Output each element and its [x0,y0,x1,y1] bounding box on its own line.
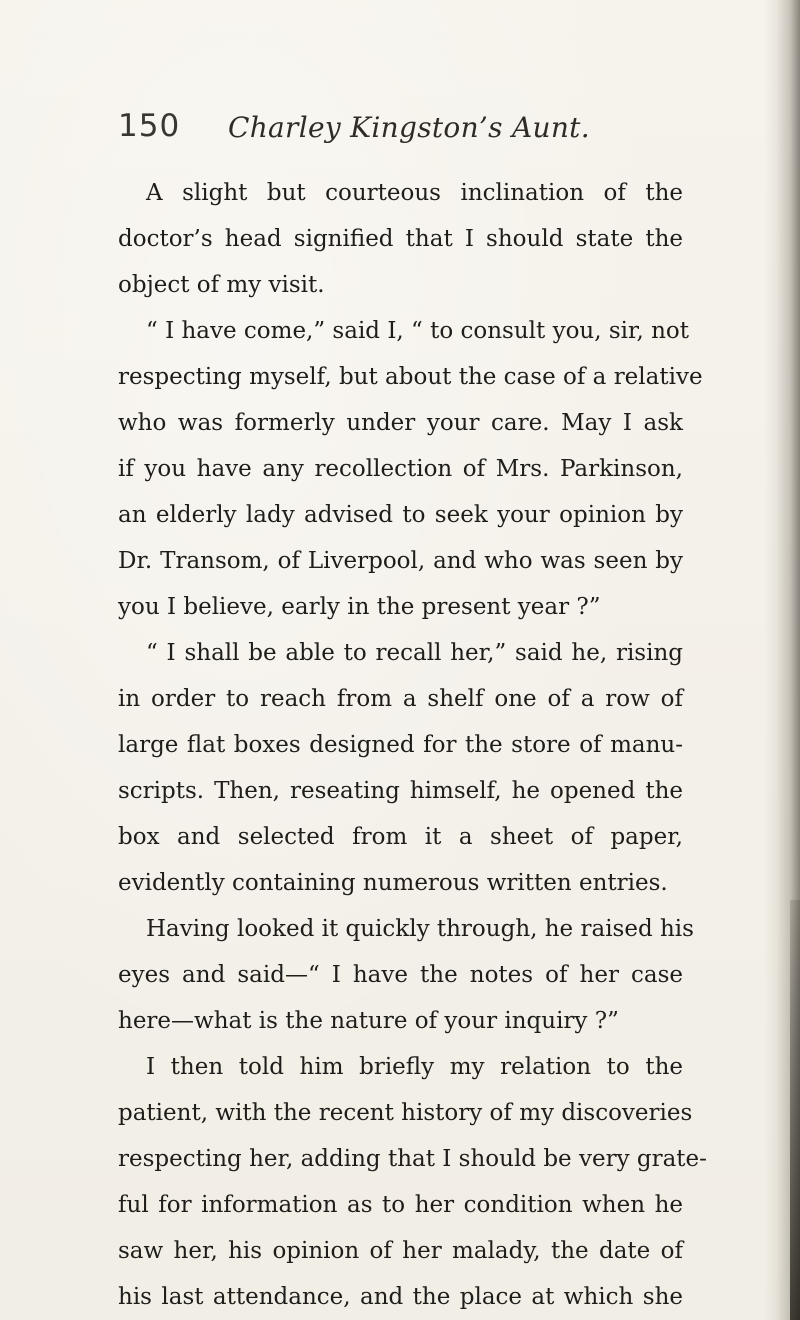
text-line: Having looked it quickly through, he raised his [146,916,694,942]
text-line: in order to reach from a shelf one of a row of [118,686,683,712]
text-line: if you have any recollection of Mrs. Parkinson, [118,456,683,482]
text-line: object of my visit. [118,272,325,298]
text-line: Dr. Transom, of Liverpool, and who was seen by [118,548,683,574]
spine-edge [790,900,800,1320]
text-line: his last attendance, and the place at which she [118,1284,683,1310]
text-line: here—what is the nature of your inquiry ?” [118,1008,619,1034]
text-line: saw her, his opinion of her malady, the date of [118,1238,683,1264]
running-head: Charley Kingston’s Aunt. [228,111,590,144]
text-line: who was formerly under your care. May I ask [118,410,683,436]
body-text [118,170,707,1320]
text-line: I then told him briefly my relation to the [146,1054,683,1080]
text-line: patient, with the recent history of my discoveries [118,1100,693,1126]
text-line: scripts. Then, reseating himself, he opened the [118,778,683,804]
text-line: box and selected from it a sheet of paper, [118,824,683,850]
text-line: ful for information as to her condition when he [118,1192,683,1218]
text-line: A slight but courteous inclination of the [146,180,683,206]
page-number: 150 [118,108,181,144]
text-line: you I believe, early in the present year ?” [118,594,601,620]
text-line: respecting her, adding that I should be very grate- [118,1146,707,1172]
text-line: eyes and said—“ I have the notes of her case [118,962,683,988]
text-line: “ I shall be able to recall her,” said he, rising [146,640,683,666]
page-header [118,108,738,152]
text-line: “ I have come,” said I, “ to consult you, sir, not [146,318,690,344]
text-line: doctor’s head signified that I should state the [118,226,683,252]
text-line: evidently containing numerous written entries. [118,870,668,896]
text-line: respecting myself, but about the case of a relative [118,364,703,390]
text-line: large flat boxes designed for the store of manu- [118,732,683,758]
text-line: an elderly lady advised to seek your opinion by [118,502,683,528]
